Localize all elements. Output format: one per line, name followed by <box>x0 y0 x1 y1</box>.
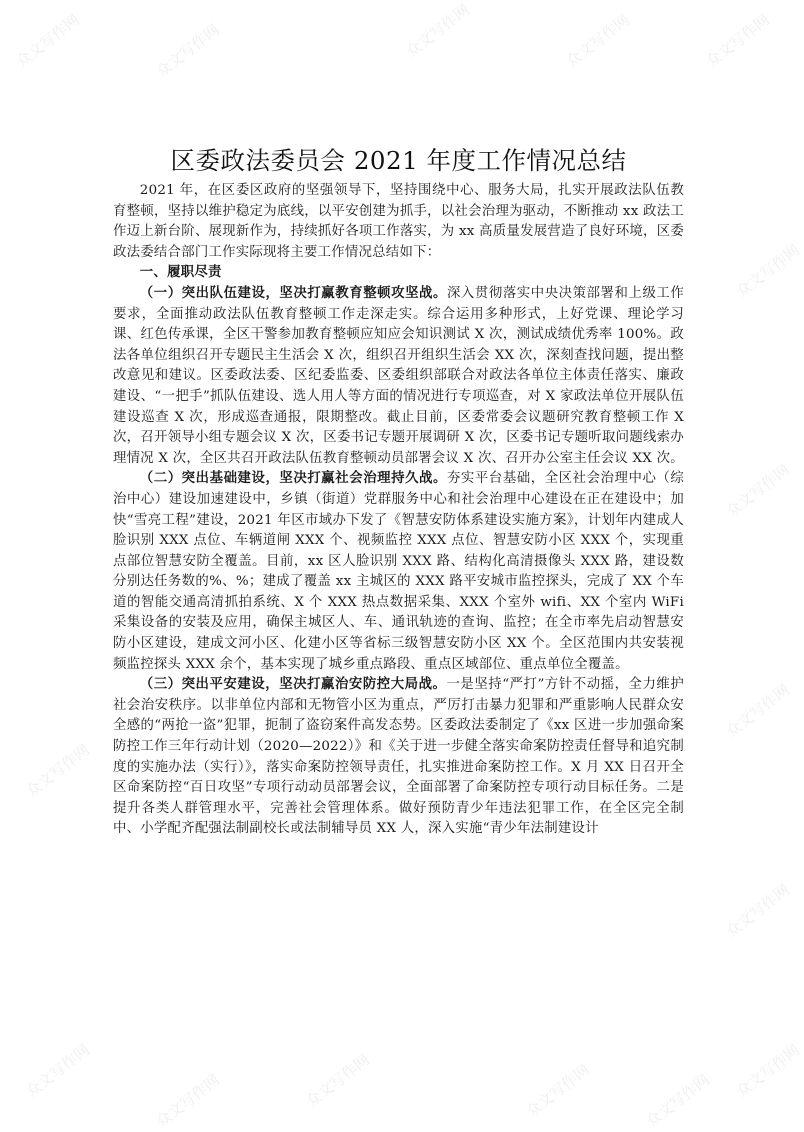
intro-paragraph: 2021 年，在区委区政府的坚强领导下，坚持围绕中心、服务大局，扎实开展政法队伍教育整顿，坚持以维护稳定为底线，以平安创建为抓手，以社会治理为驱动，不断推动 xx 政法工作迈上新台阶、展现新作为，持续抓好各项工作落实，为 xx 高质量发展营造了良好环境，区委政法委结合部门工作实际现将主要工作情况总结如下： <box>113 183 684 260</box>
watermark-mark: 众文写作网 <box>732 240 803 302</box>
item-lead-1: （一）突出队伍建设，坚决打赢教育整顿攻坚战。 <box>139 285 447 301</box>
watermark-mark: 众文写作网 <box>732 1040 803 1102</box>
watermark-mark: 众文写作网 <box>522 1060 593 1122</box>
watermark-mark: 众文写作网 <box>722 460 793 522</box>
document-body <box>113 143 684 840</box>
watermark-mark: 众文写作网 <box>302 1050 373 1112</box>
watermark-mark: 众文写作网 <box>152 1070 223 1132</box>
watermark-mark: 众文写作网 <box>22 740 93 802</box>
item-body-3: 一是坚持“严打”方针不动摇，全力维护社会治安秩序。以非单位内部和无物管小区为重点，严厉打击暴力犯罪和严重影响人民群众安全感的“两抢一盗”犯罪，扼制了盗窃案件高发态势。区委政法委制定了《xx 区进一步加强命案防控工作三年行动计划（2020—2022）》和《关于进一步健全落实命案防控责任督导和追究制度的实施办法（实行）》，落实命案防控领导责任，扎实推进命案防控工作。X 月 XX 日召开全区命案防控“百日攻坚”专项行动动员部署会议，全面部署了命案防控专项行动目标任务。二是提升各类人群管理水平，完善社会管理体系。做好预防青少年违法犯罪工作，在全区完全制中、小学配齐配强法制副校长或法制辅导员 XX 人，深入实施“青少年法制建设计 <box>113 677 684 837</box>
item-lead-2: （二）突出基础建设，坚决打赢社会治理持久战。 <box>139 471 447 487</box>
item-body-1: 深入贯彻落实中央决策部署和上级工作要求，全面推动政法队伍教育整顿工作走深走实。综合运用多种形式，上好党课、理论学习课、红色传承课，全区干警参加教育整顿应知应会知识测试 X 次，测试成绩优秀率 100%。政法各单位组织召开专题民主生活会 X 次，组织召开组织生活会 XX 次，深刻查找问题，提出整改意见和建议。区委政法委、区纪委监委、区委组织部联合对政法各单位主体责任落实、廉政建设、“一把手”抓队伍建设、选人用人等方面的情况进行专项巡查，对 X 家政法单位开展队伍建设巡查 X 次，形成巡查通报，限期整改。截止目前，区委常委会议题研究教育整顿工作 X 次，召开领导小组专题会议 X 次，区委书记专题开展调研 X 次，区委书记专题听取问题线索办理情况 X 次，全区共召开政法队伍教育整顿动员部署会议 X 次、召开办公室主任会议 XX 次。 <box>113 285 685 466</box>
watermark-mark: 众文写作网 <box>642 1070 713 1132</box>
item-body-2: 夯实平台基础，全区社会治理中心（综治中心）建设加速建设中，乡镇（街道）党群服务中心和社会治理中心建设在正在建设中；加快“雪亮工程”建设，2021 年区市域办下发了《智慧安防体系建设实施方案》，计划年内建成人脸识别 XXX 点位、车辆道闸 XXX 个、视频监控 XXX 点位、智慧安防小区 XXX 个，实现重点部位智慧安防全覆盖。目前，xx 区人脸识别 XXX 路、结构化高清摄像头 XXX 路，建设数分别达任务数的%、%；建成了覆盖 xx 主城区的 XXX 路平安城市监控探头，完成了 XX 个车道的智能交通高清抓拍系统、X 个 XXX 热点数据采集、XXX 个室外 wifi、XX 个室内 WiFi 采集设备的安装及应用，确保主城区人、车、通讯轨迹的查询、监控；在全市率先启动智慧安防小区建设，建成文河小区、化建小区等省标三级智慧安防小区 XX 个。全区范围内共安装视频监控探头 XXX 余个，基本实现了城乡重点路段、重点区域部位、重点单位全覆盖。 <box>113 471 685 672</box>
watermark-mark: 众文写作网 <box>722 680 793 742</box>
watermark-mark: 众文写作网 <box>402 0 473 62</box>
watermark-mark: 众文写作网 <box>562 10 633 72</box>
watermark-mark: 众文写作网 <box>12 10 83 72</box>
item-paragraph-2 <box>113 469 684 675</box>
watermark-mark: 众文写作网 <box>152 20 223 82</box>
item-paragraph-1 <box>113 284 684 469</box>
document-title: 区委政法委员会 2021 年度工作情况总结 <box>170 146 627 175</box>
watermark-mark: 众文写作网 <box>702 10 773 72</box>
watermark-mark: 众文写作网 <box>722 880 793 942</box>
item-lead-3: （三）突出平安建设，坚决打赢治安防控大局战。 <box>139 677 447 693</box>
section-heading: 一、履职尽责 <box>139 265 222 281</box>
item-paragraph-3 <box>113 675 684 840</box>
watermark-mark: 众文写作网 <box>22 1040 93 1102</box>
